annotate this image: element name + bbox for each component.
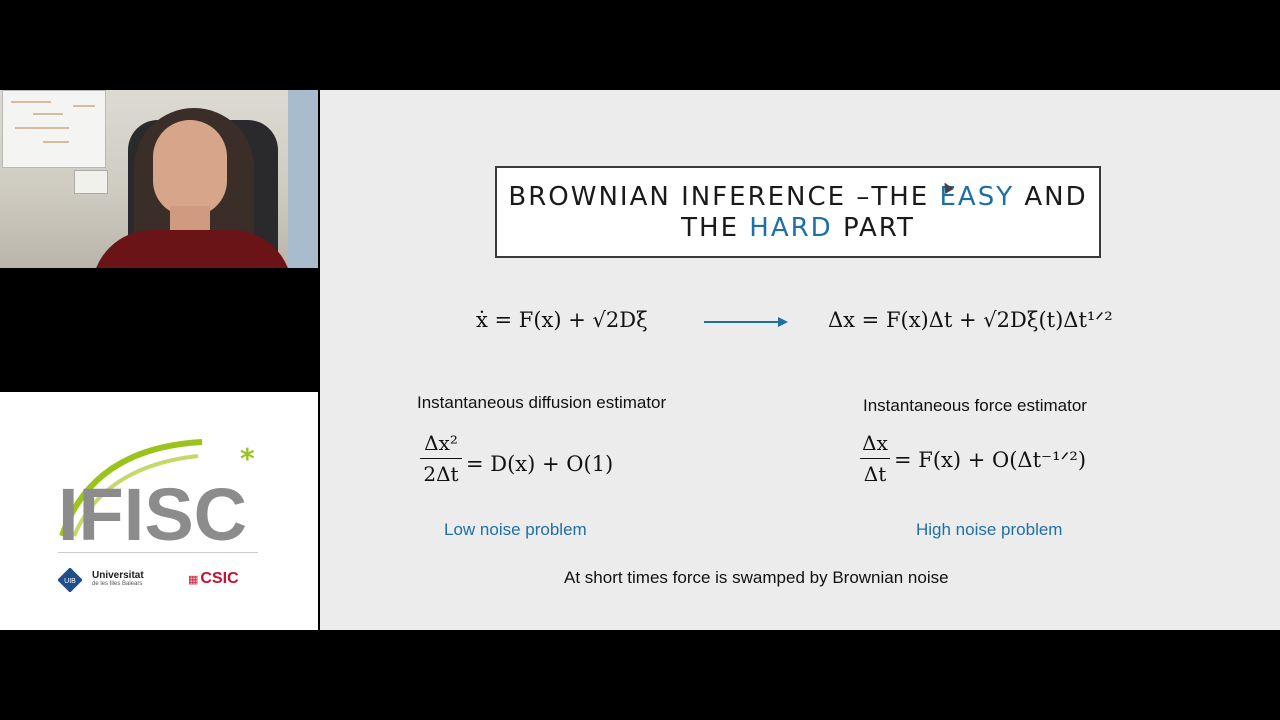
title-text-4: PART — [832, 213, 915, 243]
wall-outlet — [74, 170, 108, 194]
asterisk-icon: * — [240, 442, 255, 475]
force-estimator-label: Instantaneous force estimator — [863, 396, 1087, 415]
discretized-equation: Δx = F(x)Δt + √2Dξ(t)Δt¹ᐟ² — [828, 308, 1113, 332]
title-text-1: BROWNIAN INFERENCE –THE — [508, 182, 940, 212]
slide-title — [495, 166, 1101, 258]
csic-logo — [188, 570, 239, 588]
csic-emblem-icon: ▦ — [188, 574, 199, 586]
uib-shield-icon — [58, 568, 82, 592]
fraction-bar — [860, 458, 890, 459]
uib-title: Universitat — [92, 570, 144, 581]
uib-subtitle: de les Illes Balears — [92, 581, 143, 587]
langevin-equation: ẋ = F(x) + √2Dξ — [476, 308, 648, 332]
title-text-3: THE — [681, 213, 750, 243]
diffusion-estimator-label: Instantaneous diffusion estimator — [417, 393, 667, 412]
presentation-slide — [320, 90, 1280, 630]
conclusion-text: At short times force is swamped by Brownian noise — [564, 568, 949, 587]
title-text-2: AND — [1014, 182, 1088, 212]
institution-logo-panel — [0, 392, 318, 630]
force-denominator: Δt — [863, 462, 887, 486]
webcam-video — [0, 90, 318, 268]
force-fraction — [860, 430, 890, 487]
diffusion-denominator: 2Δt — [423, 462, 459, 486]
force-numerator: Δx — [862, 431, 888, 455]
person-face — [153, 120, 227, 216]
diffusion-numerator: Δx² — [424, 431, 458, 455]
window — [288, 90, 318, 268]
title-hard: HARD — [749, 213, 833, 243]
diffusion-rhs: = D(x) + O(1) — [466, 452, 614, 476]
low-noise-note: Low noise problem — [444, 520, 587, 539]
whiteboard — [2, 90, 106, 168]
diffusion-fraction — [420, 430, 462, 487]
fraction-bar — [420, 458, 462, 459]
ifisc-wordmark: IFISC — [58, 473, 248, 548]
logo-divider — [58, 552, 258, 553]
csic-wordmark: CSIC — [200, 570, 239, 587]
uib-name — [92, 570, 144, 588]
ifisc-logo — [52, 428, 262, 548]
high-noise-note: High noise problem — [916, 520, 1063, 539]
title-easy: EASY — [939, 182, 1015, 212]
force-rhs: = F(x) + O(Δt⁻¹ᐟ²) — [894, 448, 1087, 472]
svg-text:UIB: UIB — [64, 578, 76, 585]
arrow-right-icon — [704, 315, 788, 329]
